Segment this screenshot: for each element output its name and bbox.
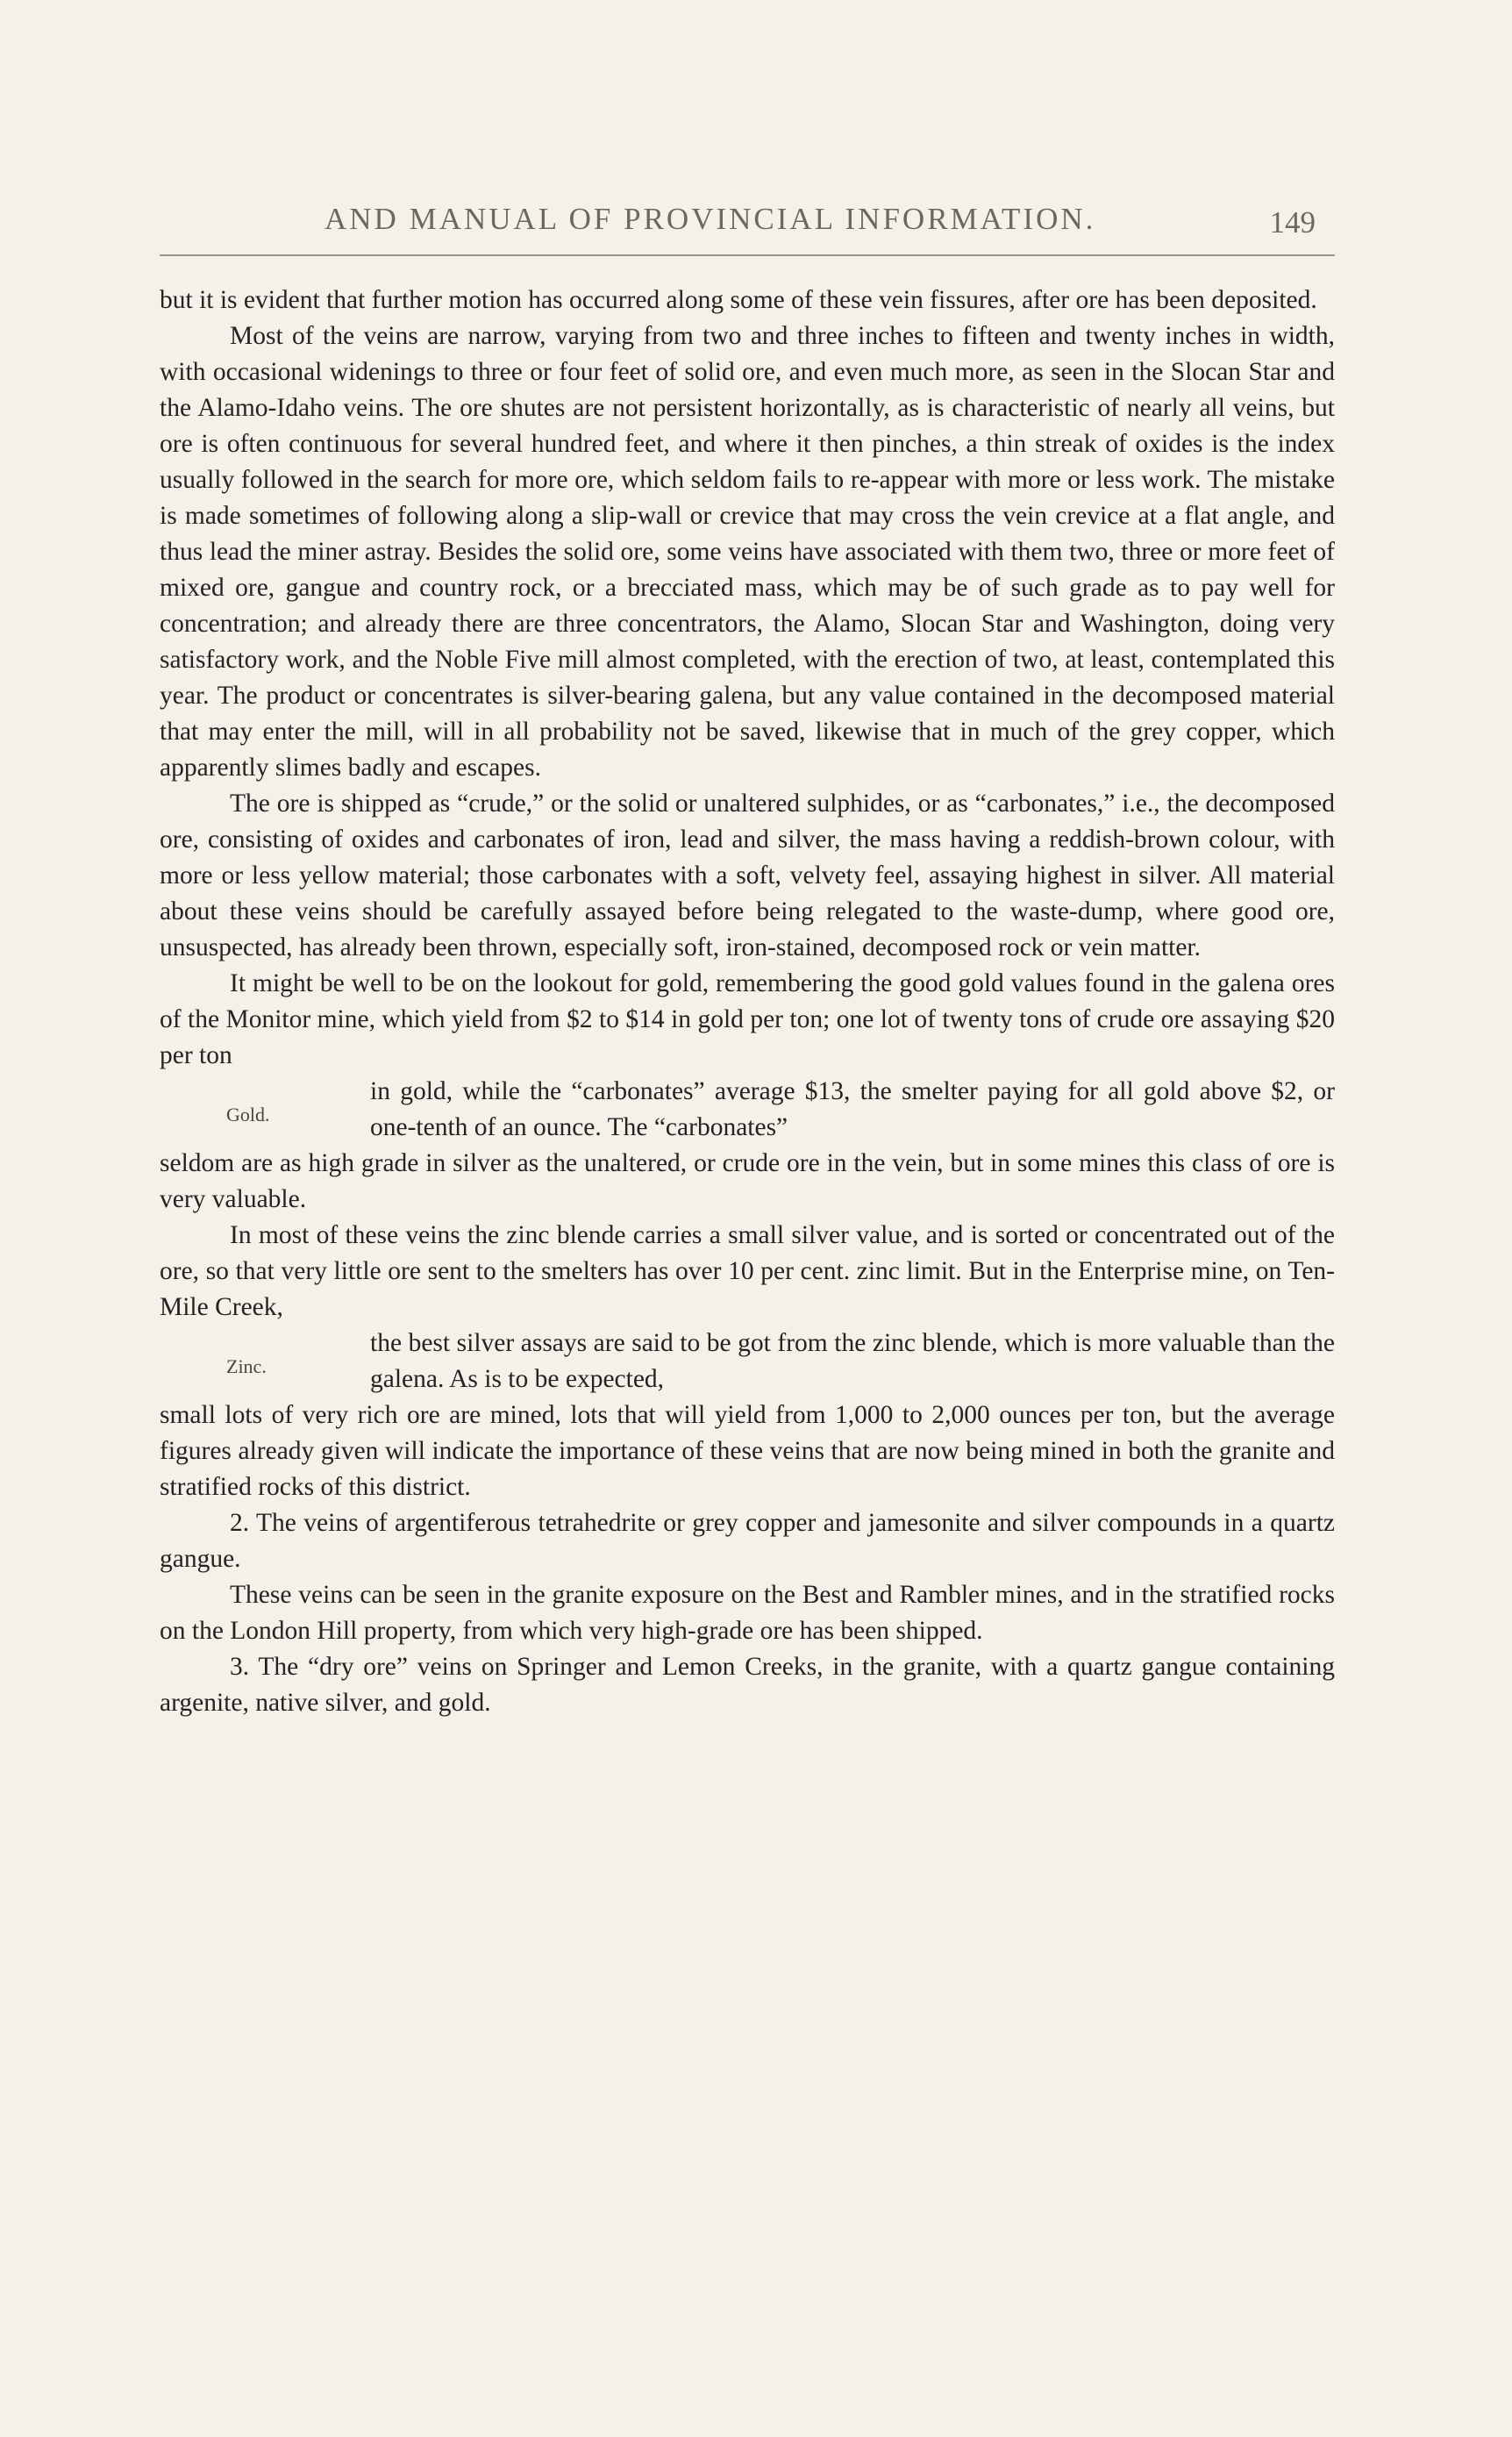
paragraph-continuation: but it is evident that further motion has occurred along some of these vein fissures, after ore has been deposited.: [160, 286, 1317, 314]
paragraph-argentiferous: 2. The veins of argentiferous tetrahedrite or grey copper and jamesonite and silver compounds in a quartz gangue.: [160, 1509, 1335, 1573]
page-header: [160, 202, 1335, 256]
running-title: AND MANUAL OF PROVINCIAL INFORMATION.: [325, 202, 1096, 236]
page-number: 149: [1269, 205, 1316, 239]
gold-side-text: in gold, while the “carbonates” average $13, the smelter paying for all gold above $2, or one-tenth of an ounce. The “carbonates”: [370, 1077, 1335, 1141]
zinc-side-block: [160, 1326, 1335, 1397]
paragraph-ore-shipped: The ore is shipped as “crude,” or the solid or unaltered sulphides, or as “carbonates,” i.e., the decomposed ore, consisting of oxides and carbonates of iron, lead and silver, the mass having a reddish-brown colour, with more or less yellow material; those carbonates with a soft, velvety feel, assaying highest in silver. All material about these veins should be carefully assayed before being relegated to the waste-dump, where good ore, unsuspected, has already been thrown, especially soft, iron-stained, decomposed rock or vein matter.: [160, 790, 1335, 961]
paragraph-gold-lead: It might be well to be on the lookout for gold, remembering the good gold values found in the galena ores of the Monitor mine, which yield from $2 to $14 in gold per ton; one lot of twenty tons of crude ore assaying $20 per ton: [160, 969, 1335, 1069]
paragraph-dry-ore: 3. The “dry ore” veins on Springer and Lemon Creeks, in the granite, with a quartz gangue containing argenite, native silver, and gold.: [160, 1653, 1335, 1717]
gold-side-note: Gold.: [226, 1104, 270, 1126]
paragraph-granite-exposure: These veins can be seen in the granite exposure on the Best and Rambler mines, and in the stratified rocks on the London Hill property, from which very high-grade ore has been shipped.: [160, 1581, 1335, 1645]
paragraph-veins-width: Most of the veins are narrow, varying from two and three inches to fifteen and twenty inches in width, with occasional widenings to three or four feet of solid ore, and even much more, as seen in the Slocan Star and the Alamo-Idaho veins. The ore shutes are not persistent horizontally, as is characteristic of nearly all veins, but ore is often continuous for several hundred feet, and where it then pinches, a thin streak of oxides is the index usually followed in the search for more ore, which seldom fails to re-appear with more or less work. The mistake is made sometimes of following along a slip-wall or crevice that may cross the vein crevice at a flat angle, and thus lead the miner astray. Besides the solid ore, some veins have associated with them two, three or more feet of mixed ore, gangue and country rock, or a brecciated mass, which may be of such grade as to pay well for concentration; and already there are three concentrators, the Alamo, Slocan Star and Washington, doing very satisfactory work, and the Noble Five mill almost completed, with the erection of two, at least, contemplated this year. The product or concentrates is silver-bearing galena, but any value contained in the decomposed material that may enter the mill, will in all probability not be saved, likewise that in much of the grey copper, which apparently slimes badly and escapes.: [160, 322, 1335, 782]
zinc-side-text: the best silver assays are said to be got from the zinc blende, which is more valuable than the galena. As is to be expected,: [370, 1329, 1335, 1393]
gold-side-block: [160, 1074, 1335, 1146]
zinc-side-note: Zinc.: [226, 1355, 267, 1377]
body-text: [160, 282, 1335, 1721]
paragraph-gold-tail: seldom are as high grade in silver as the unaltered, or crude ore in the vein, but in some mines this class of ore is very valuable.: [160, 1149, 1335, 1213]
paragraph-zinc-lead: In most of these veins the zinc blende carries a small silver value, and is sorted or concentrated out of the ore, so that very little ore sent to the smelters has over 10 per cent. zinc limit. But in the Enterprise mine, on Ten-Mile Creek,: [160, 1221, 1335, 1321]
paragraph-zinc-tail: small lots of very rich ore are mined, lots that will yield from 1,000 to 2,000 ounces per ton, but the average figures already given will indicate the importance of these veins that are now being mined in both the granite and stratified rocks of this district.: [160, 1401, 1335, 1501]
